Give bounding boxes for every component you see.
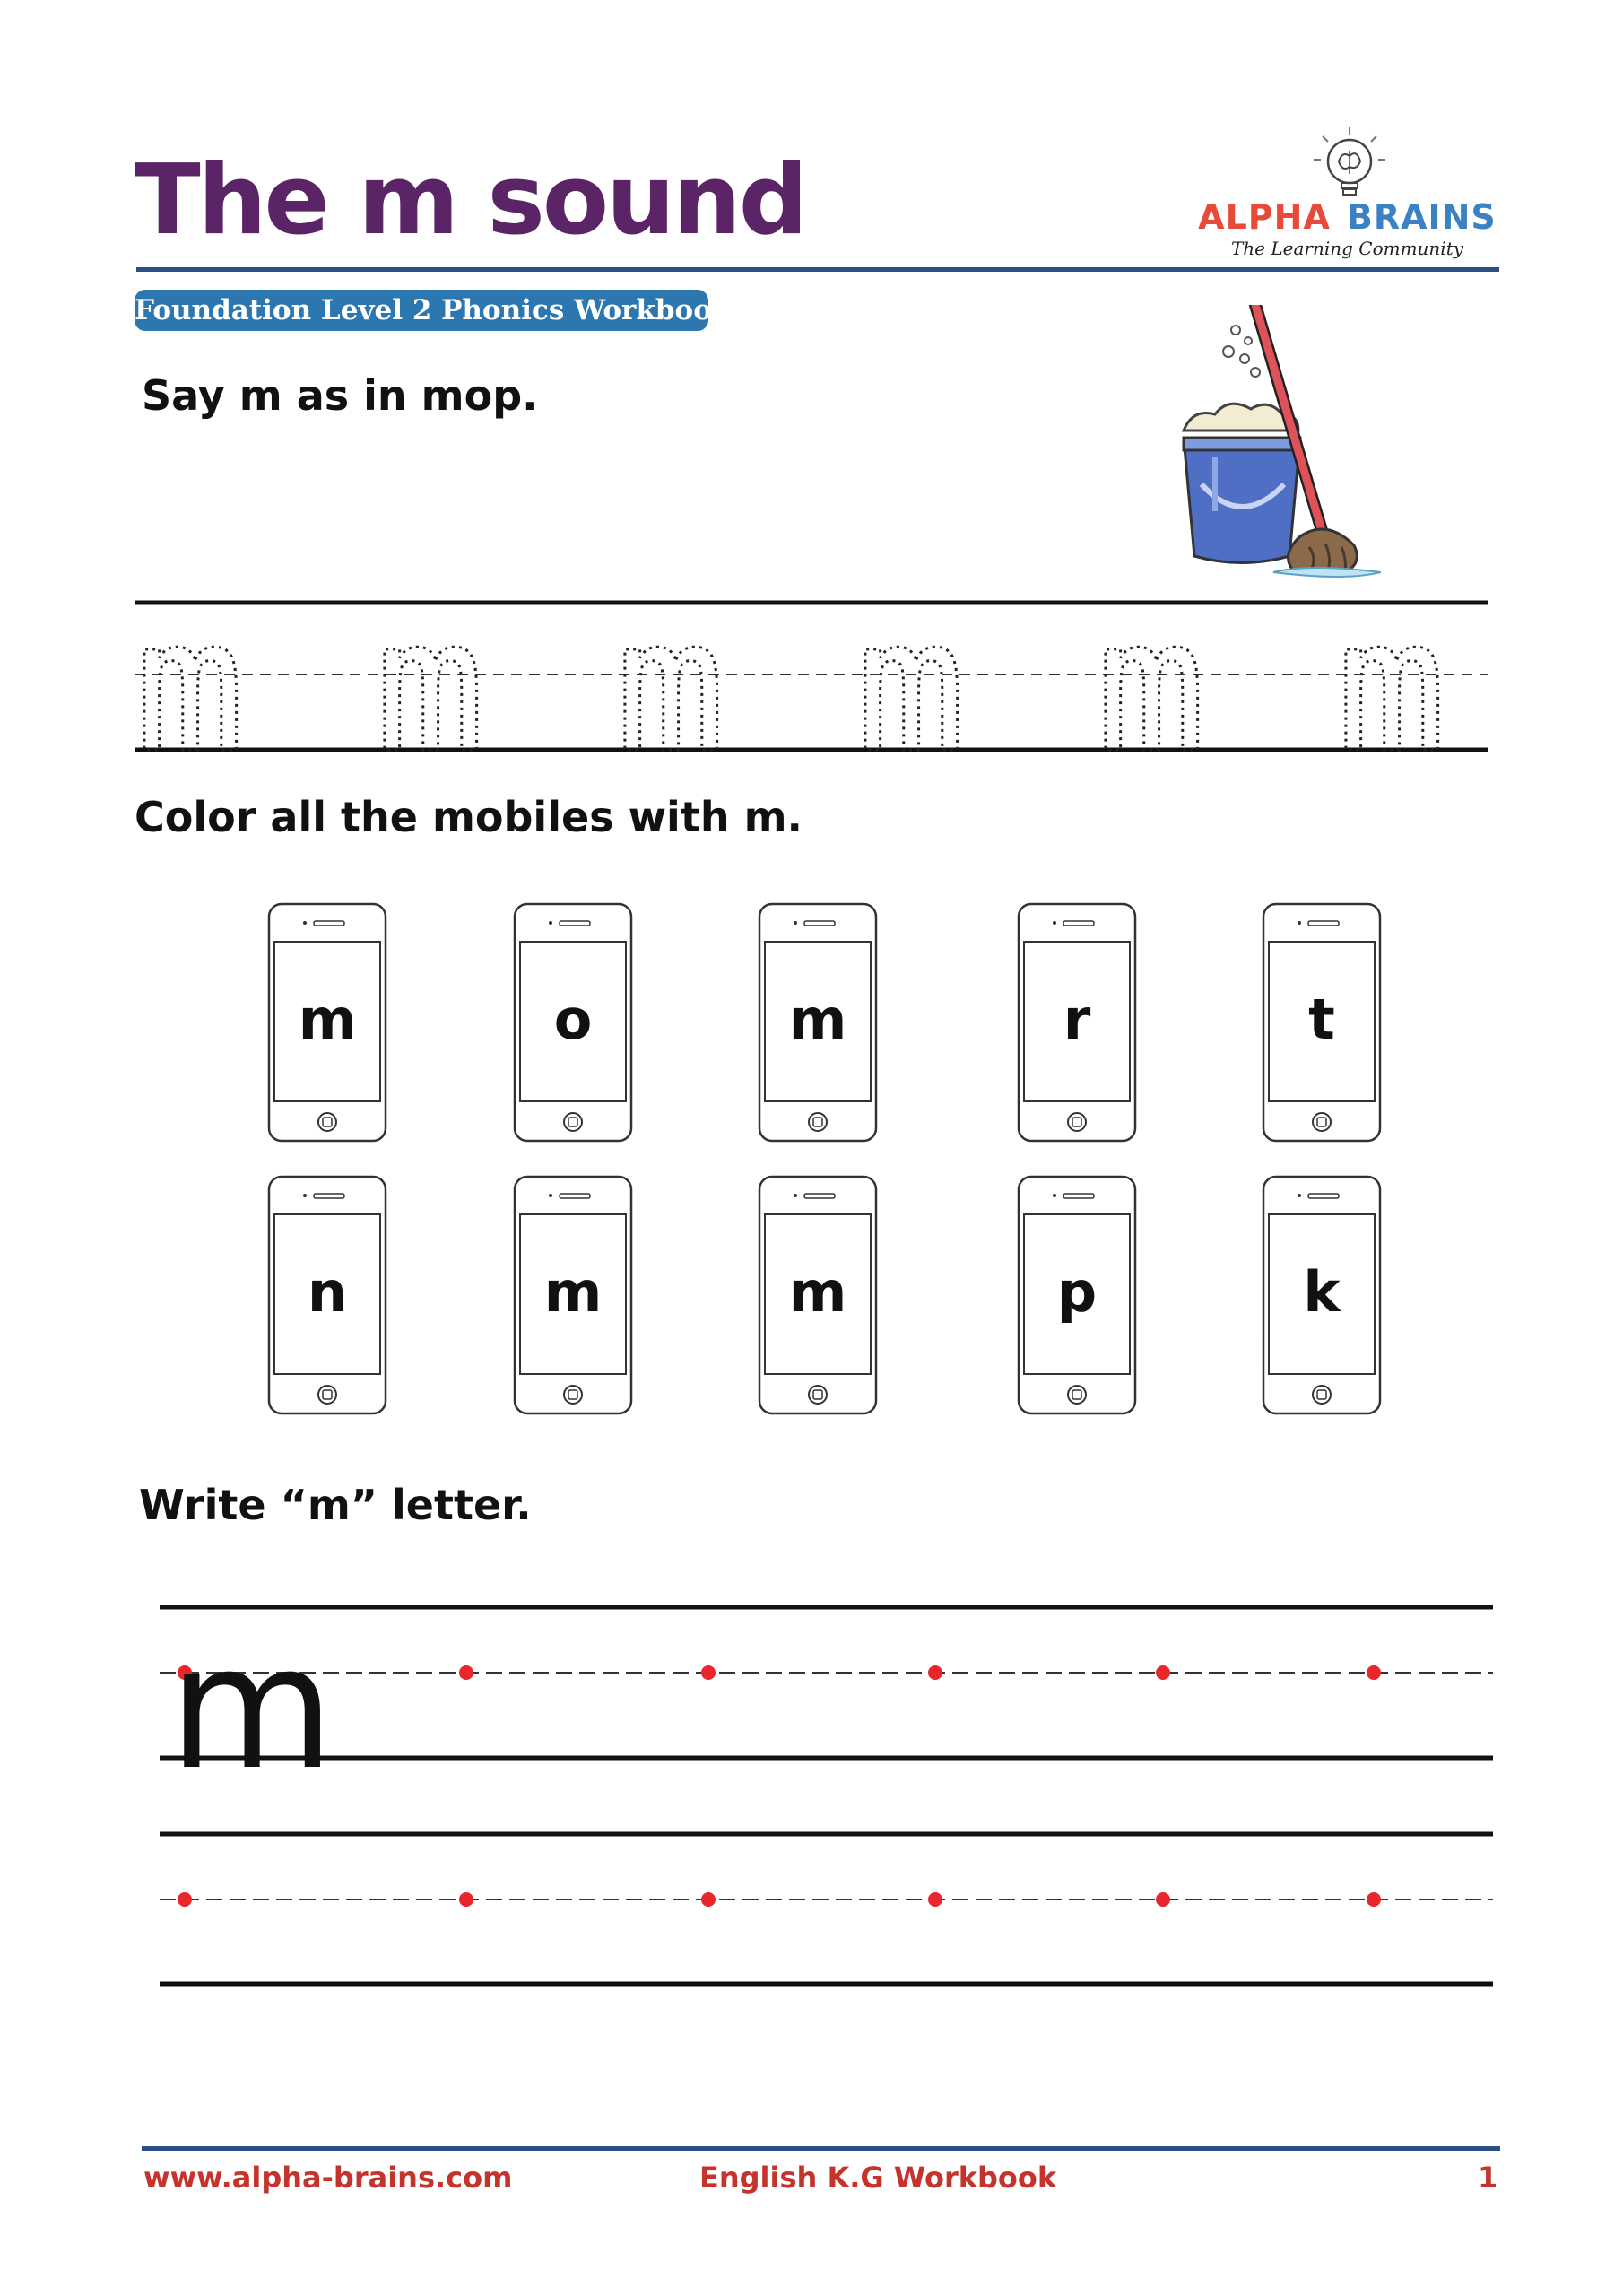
model-letter: m [169, 1609, 335, 1807]
start-dot [928, 1665, 942, 1680]
mobile-phone-card[interactable] [513, 1175, 633, 1415]
phone-letter: o [553, 987, 593, 1052]
mop-bucket-icon [1166, 305, 1381, 583]
footer-website[interactable]: www.alpha-brains.com [143, 2161, 513, 2195]
alpha-brains-logo [1197, 126, 1497, 260]
header-divider [136, 267, 1499, 272]
page-title: The m sound [135, 144, 806, 257]
start-dot [1367, 1665, 1381, 1680]
mobile-phone-card[interactable] [267, 902, 387, 1143]
mobile-phone-card[interactable] [1017, 902, 1137, 1143]
trace-letter-m: m [1096, 592, 1207, 758]
phone-letter: r [1063, 987, 1091, 1052]
trace-letter-m: m [135, 592, 246, 758]
page-number: 1 [1478, 2161, 1498, 2195]
logo-word-left: ALPHA [1198, 197, 1331, 237]
start-dot [1156, 1892, 1170, 1907]
phone-letter: m [788, 987, 847, 1052]
lightbulb-brain-icon [1305, 126, 1394, 199]
footer-divider [142, 2146, 1500, 2151]
trace-letter-m: m [1336, 592, 1447, 758]
mobile-phone-card[interactable] [758, 902, 878, 1143]
phone-letter: p [1056, 1259, 1098, 1325]
start-dot [928, 1892, 942, 1907]
phone-letter: m [543, 1259, 603, 1325]
start-dots [178, 1665, 1381, 1907]
logo-word-right: BRAINS [1346, 197, 1497, 237]
start-dot [178, 1892, 192, 1907]
start-dot [1156, 1665, 1170, 1680]
workbook-badge: Foundation Level 2 Phonics Workbook [135, 290, 708, 331]
instruction-say: Say m as in mop. [142, 371, 538, 420]
mobile-phone-card[interactable] [1262, 902, 1382, 1143]
start-dot [459, 1665, 473, 1680]
start-dot [701, 1665, 716, 1680]
instruction-color: Color all the mobiles with m. [135, 793, 803, 841]
phone-letter: k [1303, 1259, 1341, 1325]
tracing-row [135, 592, 1493, 758]
mobile-phone-card[interactable] [513, 902, 633, 1143]
mobile-phone-card[interactable] [1262, 1175, 1382, 1415]
phone-letter: m [788, 1259, 847, 1325]
trace-letter-m: m [375, 592, 486, 758]
phone-letter: m [298, 987, 357, 1052]
mobile-phone-card[interactable] [758, 1175, 878, 1415]
footer-book-title: English K.G Workbook [699, 2161, 1057, 2195]
mobile-phone-card[interactable] [1017, 1175, 1137, 1415]
mobile-phone-card[interactable] [267, 1175, 387, 1415]
start-dot [1367, 1892, 1381, 1907]
phone-letter: n [307, 1259, 348, 1325]
phone-letter: t [1308, 987, 1335, 1052]
start-dot [701, 1892, 716, 1907]
logo-tagline: The Learning Community [1230, 238, 1464, 259]
trace-letter-m: m [615, 592, 726, 758]
instruction-write: Write “m” letter. [139, 1481, 532, 1529]
logo-wordmark [1197, 197, 1497, 237]
writing-lines [152, 1596, 1497, 2009]
trace-letter-m: m [855, 592, 967, 758]
start-dot [459, 1892, 473, 1907]
